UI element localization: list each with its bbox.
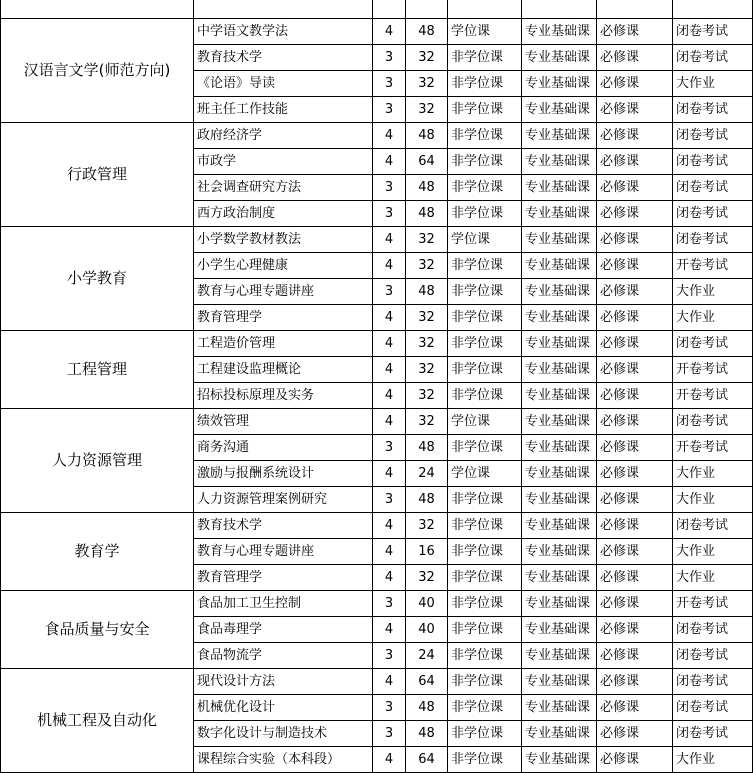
exam-method-cell: 闭卷考试: [673, 721, 753, 747]
required-cell: 必修课: [597, 643, 673, 669]
course-name-cell: 教育与心理专题讲座: [194, 279, 373, 305]
exam-method-cell: 开卷考试: [673, 435, 753, 461]
degree-type-cell: 非学位课: [448, 71, 522, 97]
exam-method-cell: [673, 0, 753, 19]
course-category-cell: 专业基础课: [522, 435, 597, 461]
table-row: [1, 331, 753, 357]
course-category-cell: 专业基础课: [522, 487, 597, 513]
hours-cell: 48: [406, 435, 448, 461]
exam-method-cell: 开卷考试: [673, 357, 753, 383]
degree-type-cell: 非学位课: [448, 305, 522, 331]
course-name-cell: 社会调查研究方法: [194, 175, 373, 201]
credit-cell: 4: [373, 123, 406, 149]
major-name-cell: 行政管理: [1, 123, 194, 227]
exam-method-cell: 闭卷考试: [673, 331, 753, 357]
exam-method-cell: 大作业: [673, 279, 753, 305]
hours-cell: 48: [406, 695, 448, 721]
required-cell: 必修课: [597, 331, 673, 357]
required-cell: 必修课: [597, 305, 673, 331]
exam-method-cell: 闭卷考试: [673, 643, 753, 669]
course-name-cell: 课程综合实验（本科段）: [194, 747, 373, 773]
degree-type-cell: 非学位课: [448, 279, 522, 305]
course-name-cell: 食品毒理学: [194, 617, 373, 643]
course-name-cell: 《论语》导读: [194, 71, 373, 97]
credit-cell: 3: [373, 97, 406, 123]
course-name-cell: 食品加工卫生控制: [194, 591, 373, 617]
hours-cell: 48: [406, 487, 448, 513]
course-name-cell: 商务沟通: [194, 435, 373, 461]
degree-type-cell: 学位课: [448, 227, 522, 253]
hours-cell: 40: [406, 591, 448, 617]
hours-cell: 48: [406, 19, 448, 45]
table-row: [1, 409, 753, 435]
required-cell: 必修课: [597, 149, 673, 175]
credit-cell: 3: [373, 71, 406, 97]
course-name-cell: 机械优化设计: [194, 695, 373, 721]
course-category-cell: 专业基础课: [522, 201, 597, 227]
hours-cell: 32: [406, 227, 448, 253]
course-name-cell: [194, 0, 373, 19]
hours-cell: 32: [406, 513, 448, 539]
credit-cell: 3: [373, 201, 406, 227]
credit-cell: 3: [373, 591, 406, 617]
course-category-cell: 专业基础课: [522, 331, 597, 357]
hours-cell: 48: [406, 175, 448, 201]
course-name-cell: 教育技术学: [194, 513, 373, 539]
degree-type-cell: 非学位课: [448, 695, 522, 721]
course-name-cell: 工程建设监理概论: [194, 357, 373, 383]
hours-cell: 48: [406, 123, 448, 149]
course-category-cell: 专业基础课: [522, 721, 597, 747]
required-cell: 必修课: [597, 565, 673, 591]
hours-cell: 40: [406, 617, 448, 643]
degree-type-cell: 非学位课: [448, 643, 522, 669]
course-category-cell: 专业基础课: [522, 149, 597, 175]
required-cell: 必修课: [597, 409, 673, 435]
credit-cell: 3: [373, 695, 406, 721]
exam-method-cell: 闭卷考试: [673, 149, 753, 175]
exam-method-cell: 闭卷考试: [673, 617, 753, 643]
exam-method-cell: 大作业: [673, 747, 753, 773]
degree-type-cell: 非学位课: [448, 513, 522, 539]
required-cell: 必修课: [597, 435, 673, 461]
hours-cell: 32: [406, 331, 448, 357]
exam-method-cell: 大作业: [673, 461, 753, 487]
table-row: [1, 123, 753, 149]
credit-cell: 3: [373, 643, 406, 669]
degree-type-cell: 非学位课: [448, 539, 522, 565]
course-name-cell: 班主任工作技能: [194, 97, 373, 123]
credit-cell: 3: [373, 435, 406, 461]
credit-cell: 3: [373, 721, 406, 747]
course-name-cell: 招标投标原理及实务: [194, 383, 373, 409]
course-category-cell: 专业基础课: [522, 409, 597, 435]
course-name-cell: 小学生心理健康: [194, 253, 373, 279]
hours-cell: 48: [406, 721, 448, 747]
course-name-cell: 现代设计方法: [194, 669, 373, 695]
course-category-cell: 专业基础课: [522, 357, 597, 383]
course-category-cell: 专业基础课: [522, 539, 597, 565]
exam-method-cell: 闭卷考试: [673, 513, 753, 539]
degree-type-cell: 非学位课: [448, 565, 522, 591]
required-cell: 必修课: [597, 695, 673, 721]
table-row: [1, 19, 753, 45]
course-category-cell: 专业基础课: [522, 97, 597, 123]
degree-type-cell: 非学位课: [448, 383, 522, 409]
course-category-cell: 专业基础课: [522, 669, 597, 695]
exam-method-cell: 闭卷考试: [673, 19, 753, 45]
course-category-cell: 专业基础课: [522, 227, 597, 253]
course-category-cell: 专业基础课: [522, 513, 597, 539]
table-row: [1, 0, 753, 19]
credit-cell: 4: [373, 513, 406, 539]
degree-type-cell: 非学位课: [448, 487, 522, 513]
exam-method-cell: 闭卷考试: [673, 669, 753, 695]
course-category-cell: 专业基础课: [522, 305, 597, 331]
credit-cell: 4: [373, 747, 406, 773]
required-cell: [597, 0, 673, 19]
degree-type-cell: [448, 0, 522, 19]
course-category-cell: 专业基础课: [522, 175, 597, 201]
exam-method-cell: 闭卷考试: [673, 45, 753, 71]
major-name-cell: 人力资源管理: [1, 409, 194, 513]
credit-cell: 3: [373, 279, 406, 305]
course-name-cell: 教育与心理专题讲座: [194, 539, 373, 565]
required-cell: 必修课: [597, 97, 673, 123]
required-cell: 必修课: [597, 721, 673, 747]
course-category-cell: 专业基础课: [522, 253, 597, 279]
exam-method-cell: 闭卷考试: [673, 695, 753, 721]
credit-cell: 4: [373, 409, 406, 435]
credit-cell: 4: [373, 539, 406, 565]
course-category-cell: 专业基础课: [522, 123, 597, 149]
major-name-cell: 工程管理: [1, 331, 194, 409]
course-name-cell: 绩效管理: [194, 409, 373, 435]
credit-cell: 4: [373, 357, 406, 383]
credit-cell: 3: [373, 487, 406, 513]
credit-cell: 4: [373, 617, 406, 643]
required-cell: 必修课: [597, 227, 673, 253]
hours-cell: 32: [406, 71, 448, 97]
hours-cell: [406, 0, 448, 19]
credit-cell: 3: [373, 45, 406, 71]
degree-type-cell: 非学位课: [448, 253, 522, 279]
degree-type-cell: 非学位课: [448, 617, 522, 643]
course-name-cell: 教育技术学: [194, 45, 373, 71]
course-category-cell: 专业基础课: [522, 383, 597, 409]
course-category-cell: [522, 0, 597, 19]
required-cell: 必修课: [597, 123, 673, 149]
course-category-cell: 专业基础课: [522, 45, 597, 71]
required-cell: 必修课: [597, 487, 673, 513]
required-cell: 必修课: [597, 253, 673, 279]
course-category-cell: 专业基础课: [522, 747, 597, 773]
required-cell: 必修课: [597, 201, 673, 227]
exam-method-cell: 闭卷考试: [673, 201, 753, 227]
hours-cell: 24: [406, 643, 448, 669]
exam-method-cell: 大作业: [673, 539, 753, 565]
course-category-cell: 专业基础课: [522, 279, 597, 305]
credit-cell: 4: [373, 331, 406, 357]
hours-cell: 24: [406, 461, 448, 487]
required-cell: 必修课: [597, 747, 673, 773]
credit-cell: 4: [373, 149, 406, 175]
required-cell: 必修课: [597, 669, 673, 695]
credit-cell: 4: [373, 227, 406, 253]
exam-method-cell: 大作业: [673, 565, 753, 591]
course-category-cell: 专业基础课: [522, 695, 597, 721]
course-name-cell: 教育管理学: [194, 305, 373, 331]
required-cell: 必修课: [597, 539, 673, 565]
hours-cell: 32: [406, 305, 448, 331]
required-cell: 必修课: [597, 383, 673, 409]
credit-cell: 4: [373, 305, 406, 331]
exam-method-cell: 闭卷考试: [673, 175, 753, 201]
credit-cell: 3: [373, 175, 406, 201]
exam-method-cell: 大作业: [673, 71, 753, 97]
course-name-cell: 激励与报酬系统设计: [194, 461, 373, 487]
course-name-cell: 人力资源管理案例研究: [194, 487, 373, 513]
course-category-cell: 专业基础课: [522, 71, 597, 97]
course-category-cell: 专业基础课: [522, 19, 597, 45]
course-category-cell: 专业基础课: [522, 461, 597, 487]
course-category-cell: 专业基础课: [522, 643, 597, 669]
hours-cell: 32: [406, 45, 448, 71]
required-cell: 必修课: [597, 71, 673, 97]
major-name-cell: 汉语言文学(师范方向): [1, 19, 194, 123]
course-name-cell: 食品物流学: [194, 643, 373, 669]
major-name-cell: 食品质量与安全: [1, 591, 194, 669]
required-cell: 必修课: [597, 513, 673, 539]
degree-type-cell: 非学位课: [448, 721, 522, 747]
table-row: [1, 513, 753, 539]
required-cell: 必修课: [597, 617, 673, 643]
credit-cell: 4: [373, 383, 406, 409]
required-cell: 必修课: [597, 591, 673, 617]
hours-cell: 64: [406, 149, 448, 175]
required-cell: 必修课: [597, 279, 673, 305]
degree-type-cell: 非学位课: [448, 175, 522, 201]
degree-type-cell: 非学位课: [448, 591, 522, 617]
exam-method-cell: 闭卷考试: [673, 409, 753, 435]
exam-method-cell: 大作业: [673, 487, 753, 513]
degree-type-cell: 学位课: [448, 409, 522, 435]
course-name-cell: 中学语文教学法: [194, 19, 373, 45]
degree-type-cell: 学位课: [448, 19, 522, 45]
credit-cell: 4: [373, 253, 406, 279]
hours-cell: 48: [406, 201, 448, 227]
required-cell: 必修课: [597, 175, 673, 201]
major-name-cell: 小学教育: [1, 227, 194, 331]
exam-method-cell: 闭卷考试: [673, 227, 753, 253]
course-name-cell: 小学数学教材教法: [194, 227, 373, 253]
exam-method-cell: 开卷考试: [673, 591, 753, 617]
required-cell: 必修课: [597, 357, 673, 383]
major-name-cell: [1, 0, 194, 19]
hours-cell: 32: [406, 97, 448, 123]
course-category-cell: 专业基础课: [522, 591, 597, 617]
course-name-cell: 教育管理学: [194, 565, 373, 591]
hours-cell: 48: [406, 279, 448, 305]
table-row: [1, 669, 753, 695]
required-cell: 必修课: [597, 461, 673, 487]
degree-type-cell: 非学位课: [448, 435, 522, 461]
degree-type-cell: 非学位课: [448, 201, 522, 227]
credit-cell: 4: [373, 461, 406, 487]
exam-method-cell: 开卷考试: [673, 253, 753, 279]
degree-type-cell: 非学位课: [448, 357, 522, 383]
credit-cell: 4: [373, 669, 406, 695]
course-category-cell: 专业基础课: [522, 617, 597, 643]
course-category-cell: 专业基础课: [522, 565, 597, 591]
exam-method-cell: 大作业: [673, 305, 753, 331]
degree-type-cell: 非学位课: [448, 149, 522, 175]
required-cell: 必修课: [597, 19, 673, 45]
degree-type-cell: 非学位课: [448, 331, 522, 357]
degree-type-cell: 非学位课: [448, 45, 522, 71]
credit-cell: 4: [373, 565, 406, 591]
major-name-cell: 教育学: [1, 513, 194, 591]
hours-cell: 32: [406, 383, 448, 409]
hours-cell: 32: [406, 357, 448, 383]
hours-cell: 16: [406, 539, 448, 565]
major-name-cell: 机械工程及自动化: [1, 669, 194, 773]
required-cell: 必修课: [597, 45, 673, 71]
course-name-cell: 数字化设计与制造技术: [194, 721, 373, 747]
degree-type-cell: 非学位课: [448, 669, 522, 695]
exam-method-cell: 开卷考试: [673, 383, 753, 409]
degree-type-cell: 非学位课: [448, 97, 522, 123]
course-name-cell: 政府经济学: [194, 123, 373, 149]
course-name-cell: 市政学: [194, 149, 373, 175]
hours-cell: 64: [406, 669, 448, 695]
table-row: [1, 591, 753, 617]
degree-type-cell: 非学位课: [448, 123, 522, 149]
exam-method-cell: 闭卷考试: [673, 123, 753, 149]
exam-method-cell: 闭卷考试: [673, 97, 753, 123]
table-row: [1, 227, 753, 253]
hours-cell: 32: [406, 409, 448, 435]
degree-type-cell: 非学位课: [448, 747, 522, 773]
degree-type-cell: 学位课: [448, 461, 522, 487]
credit-cell: [373, 0, 406, 19]
hours-cell: 64: [406, 747, 448, 773]
hours-cell: 32: [406, 253, 448, 279]
credit-cell: 4: [373, 19, 406, 45]
course-name-cell: 工程造价管理: [194, 331, 373, 357]
course-name-cell: 西方政治制度: [194, 201, 373, 227]
hours-cell: 32: [406, 565, 448, 591]
